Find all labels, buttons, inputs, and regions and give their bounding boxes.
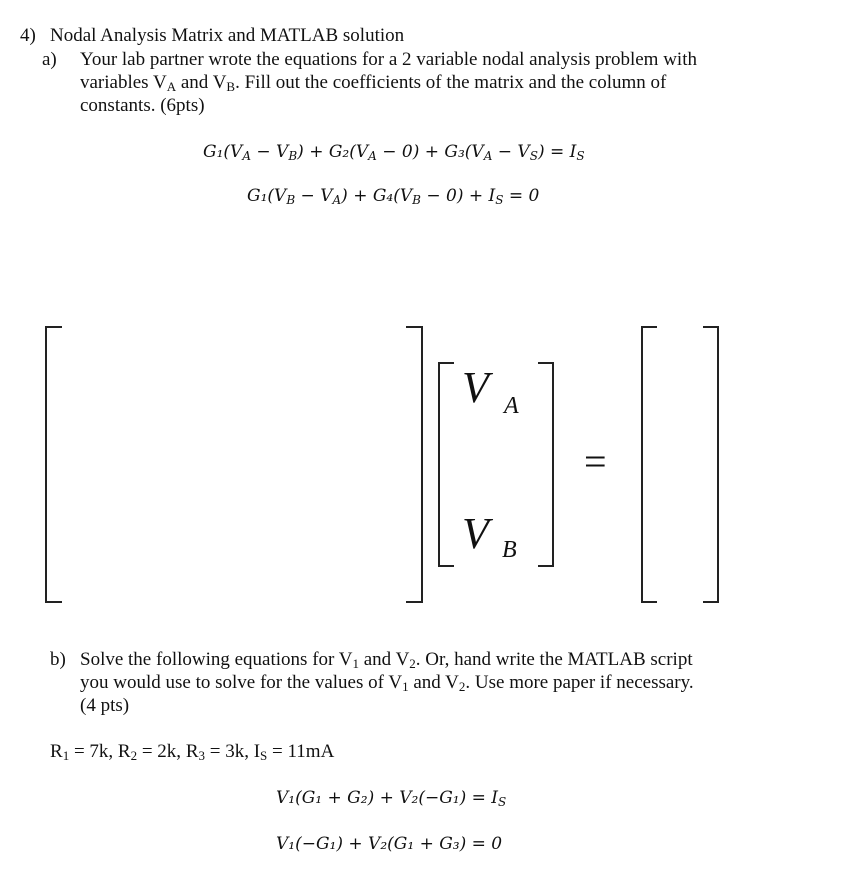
coefficient-matrix-right-bracket	[406, 326, 423, 603]
part-b-label: b)	[50, 649, 66, 670]
question-number: 4)	[20, 25, 36, 46]
matrix-equals-sign: =	[584, 439, 607, 484]
part-b-line-2: you would use to solve for the values of $V_1$ and $V_2$. Use more paper if necessary.	[80, 672, 694, 694]
constants-column-right-bracket	[703, 326, 719, 603]
part-b-equation-2: V₁(−G₁) + V₂(G₁ + G₃) = 0	[276, 834, 503, 854]
part-b-line-3: (4 pts)	[80, 695, 130, 716]
given-values: $R_1 = 7k$, $R_2 = 2k$, $R_3 = 3k$, $I_S = 11mA$	[50, 741, 335, 763]
variable-va-symbol: V	[462, 363, 489, 412]
part-a-equation-2: $G_1(V_B - V_A) + G_4(V_B - 0) + I_S = 0$	[247, 186, 540, 207]
part-a-equation-1: $G_1(V_A - V_B) + G_2(V_A - 0) + G_3(V_A - V_S) = I_S$	[203, 142, 585, 163]
coefficient-matrix-left-bracket	[45, 326, 62, 603]
variable-vb-subscript: B	[502, 537, 517, 563]
constants-column-left-bracket	[641, 326, 657, 603]
variable-vector-right-bracket	[538, 362, 554, 567]
variable-vb-symbol: V	[462, 509, 489, 558]
part-b-equation-1: $V_1(G_1 + G_2) + V_2(-G_1) = I_S$	[276, 788, 507, 809]
part-b-line-1: Solve the following equations for $V_1$ and $V_2$. Or, hand write the MATLAB script	[80, 649, 693, 671]
variable-vector-left-bracket	[438, 362, 454, 567]
variable-va-subscript: A	[504, 393, 519, 419]
part-a-label: a)	[42, 49, 57, 70]
part-a-line-2: variables $V_A$ and $V_B$. Fill out the coefficients of the matrix and the column of	[80, 72, 667, 94]
question-title: Nodal Analysis Matrix and MATLAB solution	[50, 25, 405, 46]
part-a-line-3: constants. (6pts)	[80, 95, 205, 116]
part-a-line-1: Your lab partner wrote the equations for a 2 variable nodal analysis problem with	[80, 49, 697, 70]
